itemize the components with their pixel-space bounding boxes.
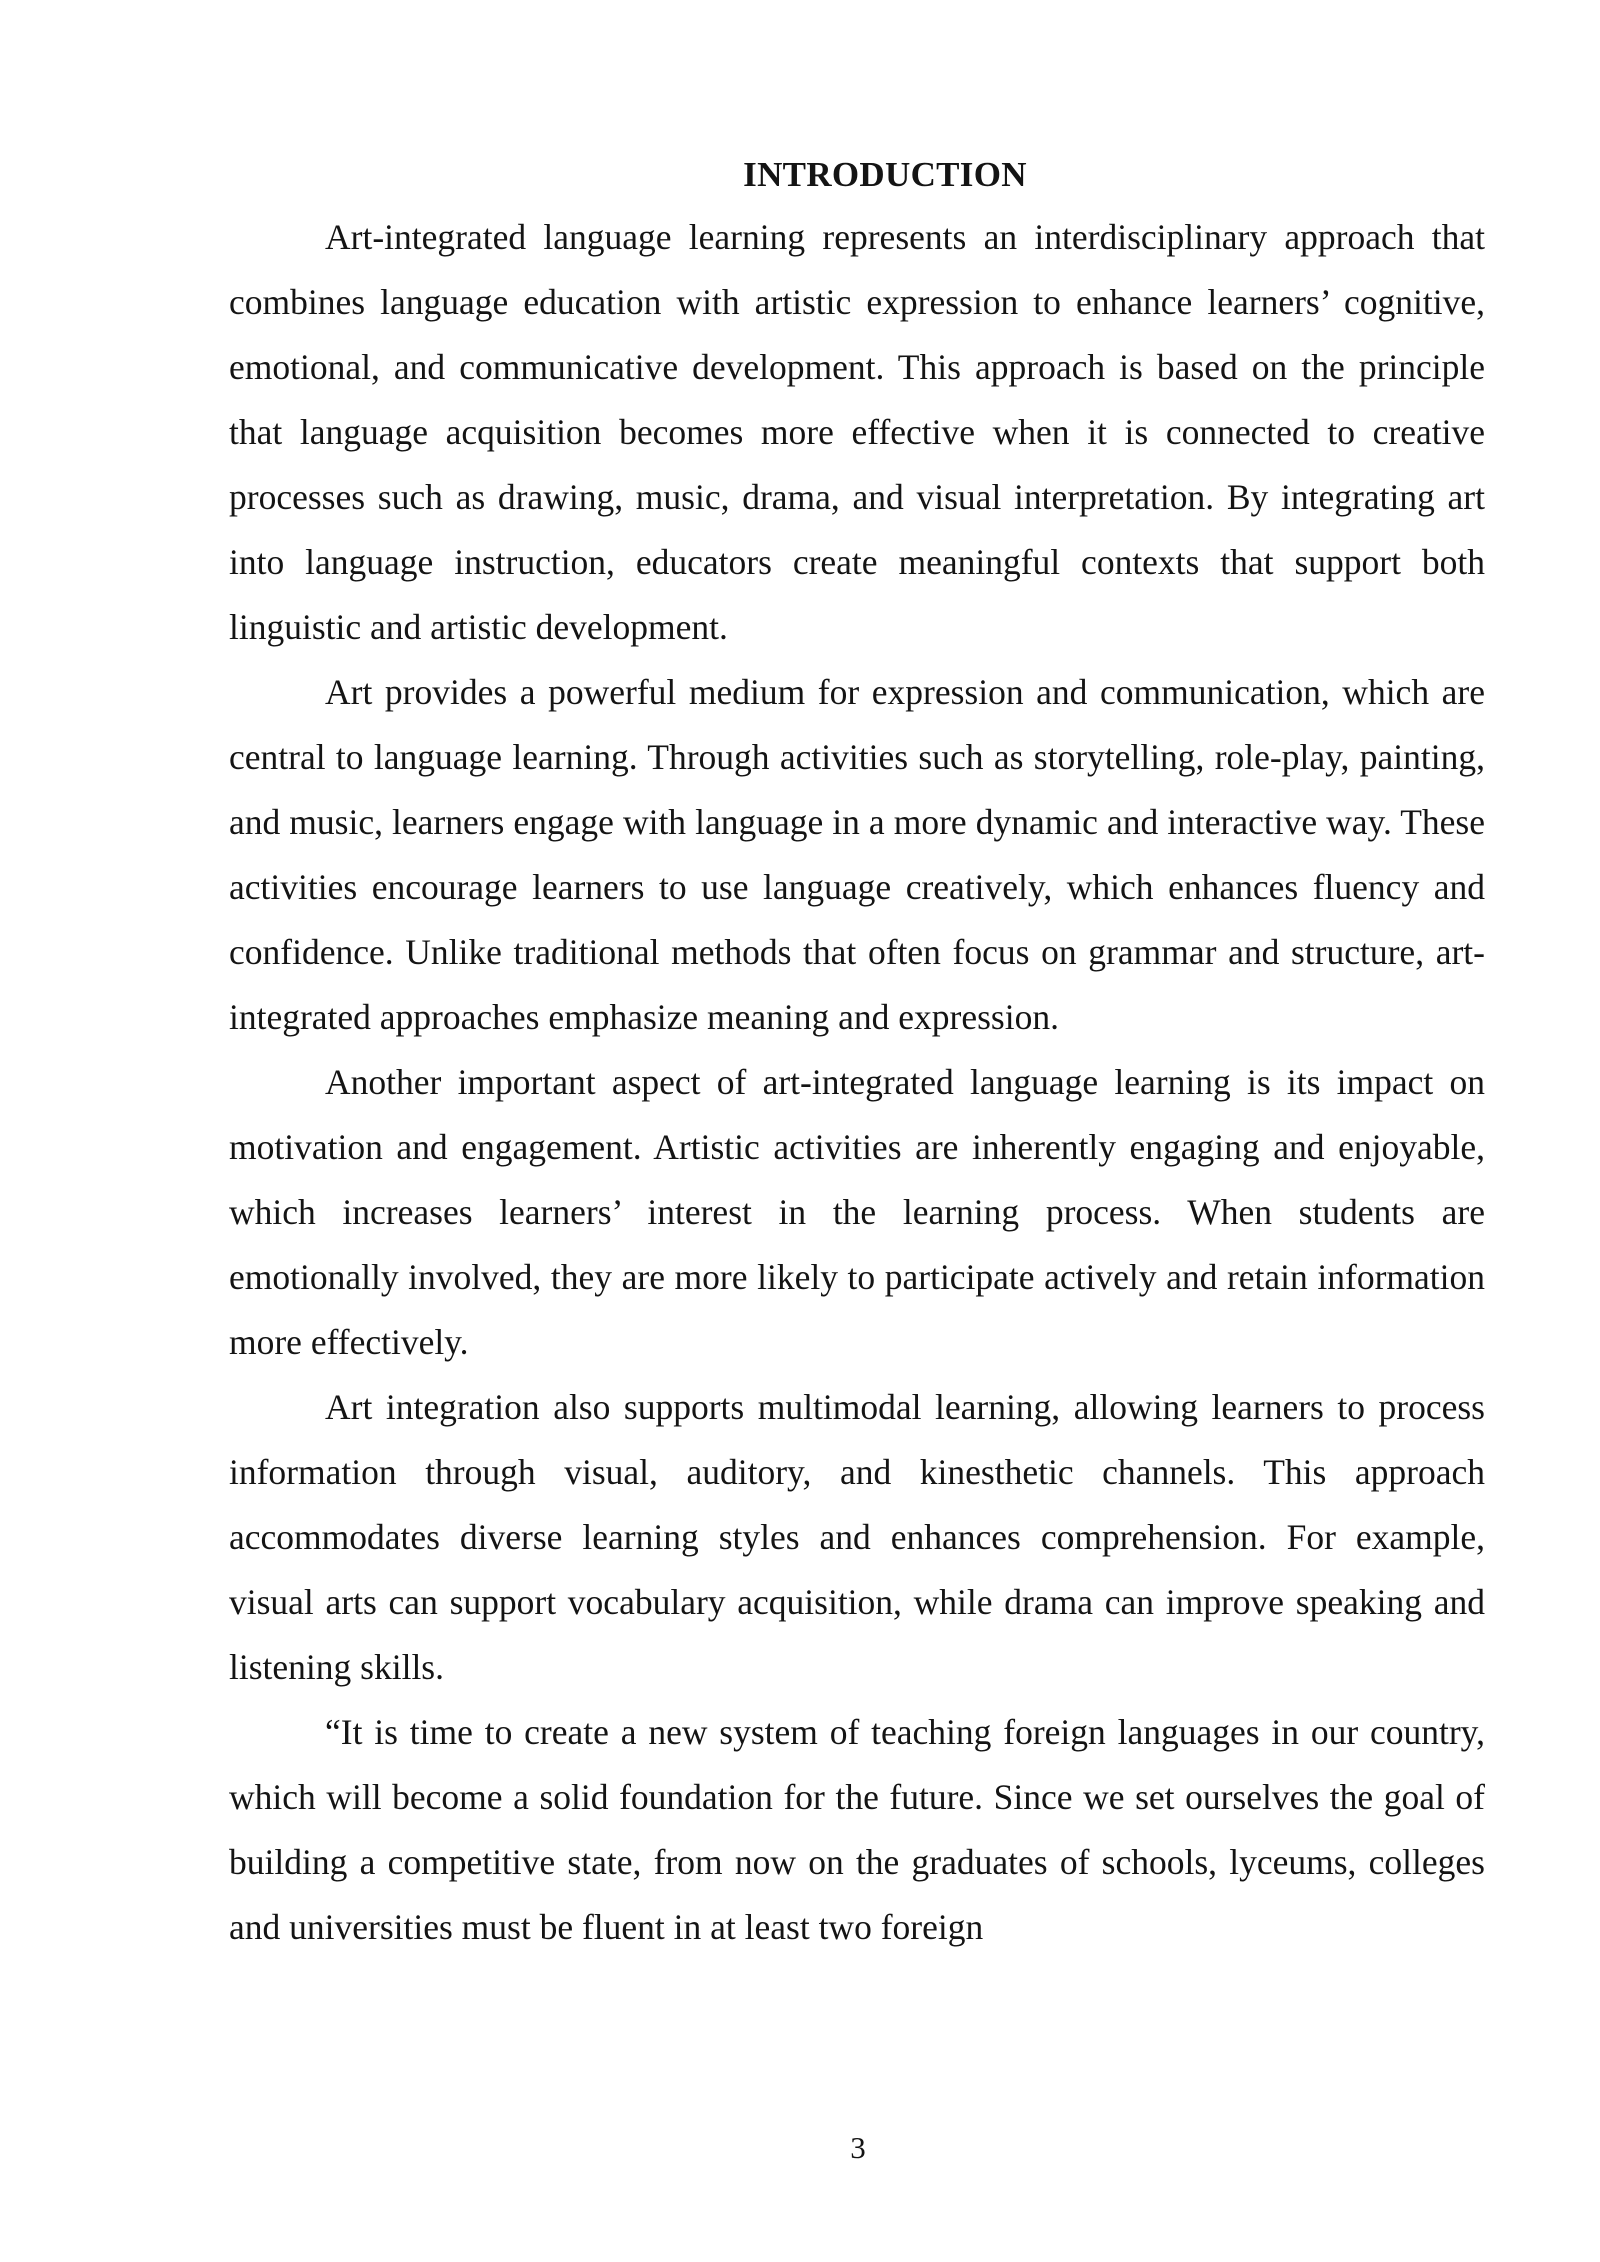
section-heading: INTRODUCTION (743, 155, 1027, 194)
page-number: 3 (850, 2130, 866, 2165)
paragraph-2: Art provides a powerful medium for expression and communication, which are central to language learning. Through activities such as storytelling, role-play, painting, and music, learners engage with language in a more dynamic and interactive way. These activities encourage learners to use language creatively, which enhances fluency and confidence. Unlike traditional methods that often focus on grammar and structure, art-integrated approaches emphasize meaning and expression. (229, 672, 1485, 1037)
paragraph-4: Art integration also supports multimodal learning, allowing learners to process information through visual, auditory, and kinesthetic channels. This approach accommodates diverse learning styles and enhances comprehension. For example, visual arts can support vocabulary acquisition, while drama can improve speaking and listening skills. (229, 1387, 1485, 1687)
paragraph-1: Art-integrated language learning represents an interdisciplinary approach that combines language education with artistic expression to enhance learners’ cognitive, emotional, and communicative development. This approach is based on the principle that language acquisition becomes more effective when it is connected to creative processes such as drawing, music, drama, and visual interpretation. By integrating art into language instruction, educators create meaningful contexts that support both linguistic and artistic development. (229, 217, 1485, 647)
paragraph-3: Another important aspect of art-integrated language learning is its impact on motivation and engagement. Artistic activities are inherently engaging and enjoyable, which increases learners’ interest in the learning process. When students are emotionally involved, they are more likely to participate actively and retain information more effectively. (229, 1062, 1485, 1362)
paragraph-5: “It is time to create a new system of teaching foreign languages in our country, which will become a solid foundation for the future. Since we set ourselves the goal of building a competitive state, from now on the graduates of schools, lyceums, colleges and universities must be fluent in at least two foreign (229, 1712, 1485, 1947)
page-body (229, 145, 1485, 1960)
